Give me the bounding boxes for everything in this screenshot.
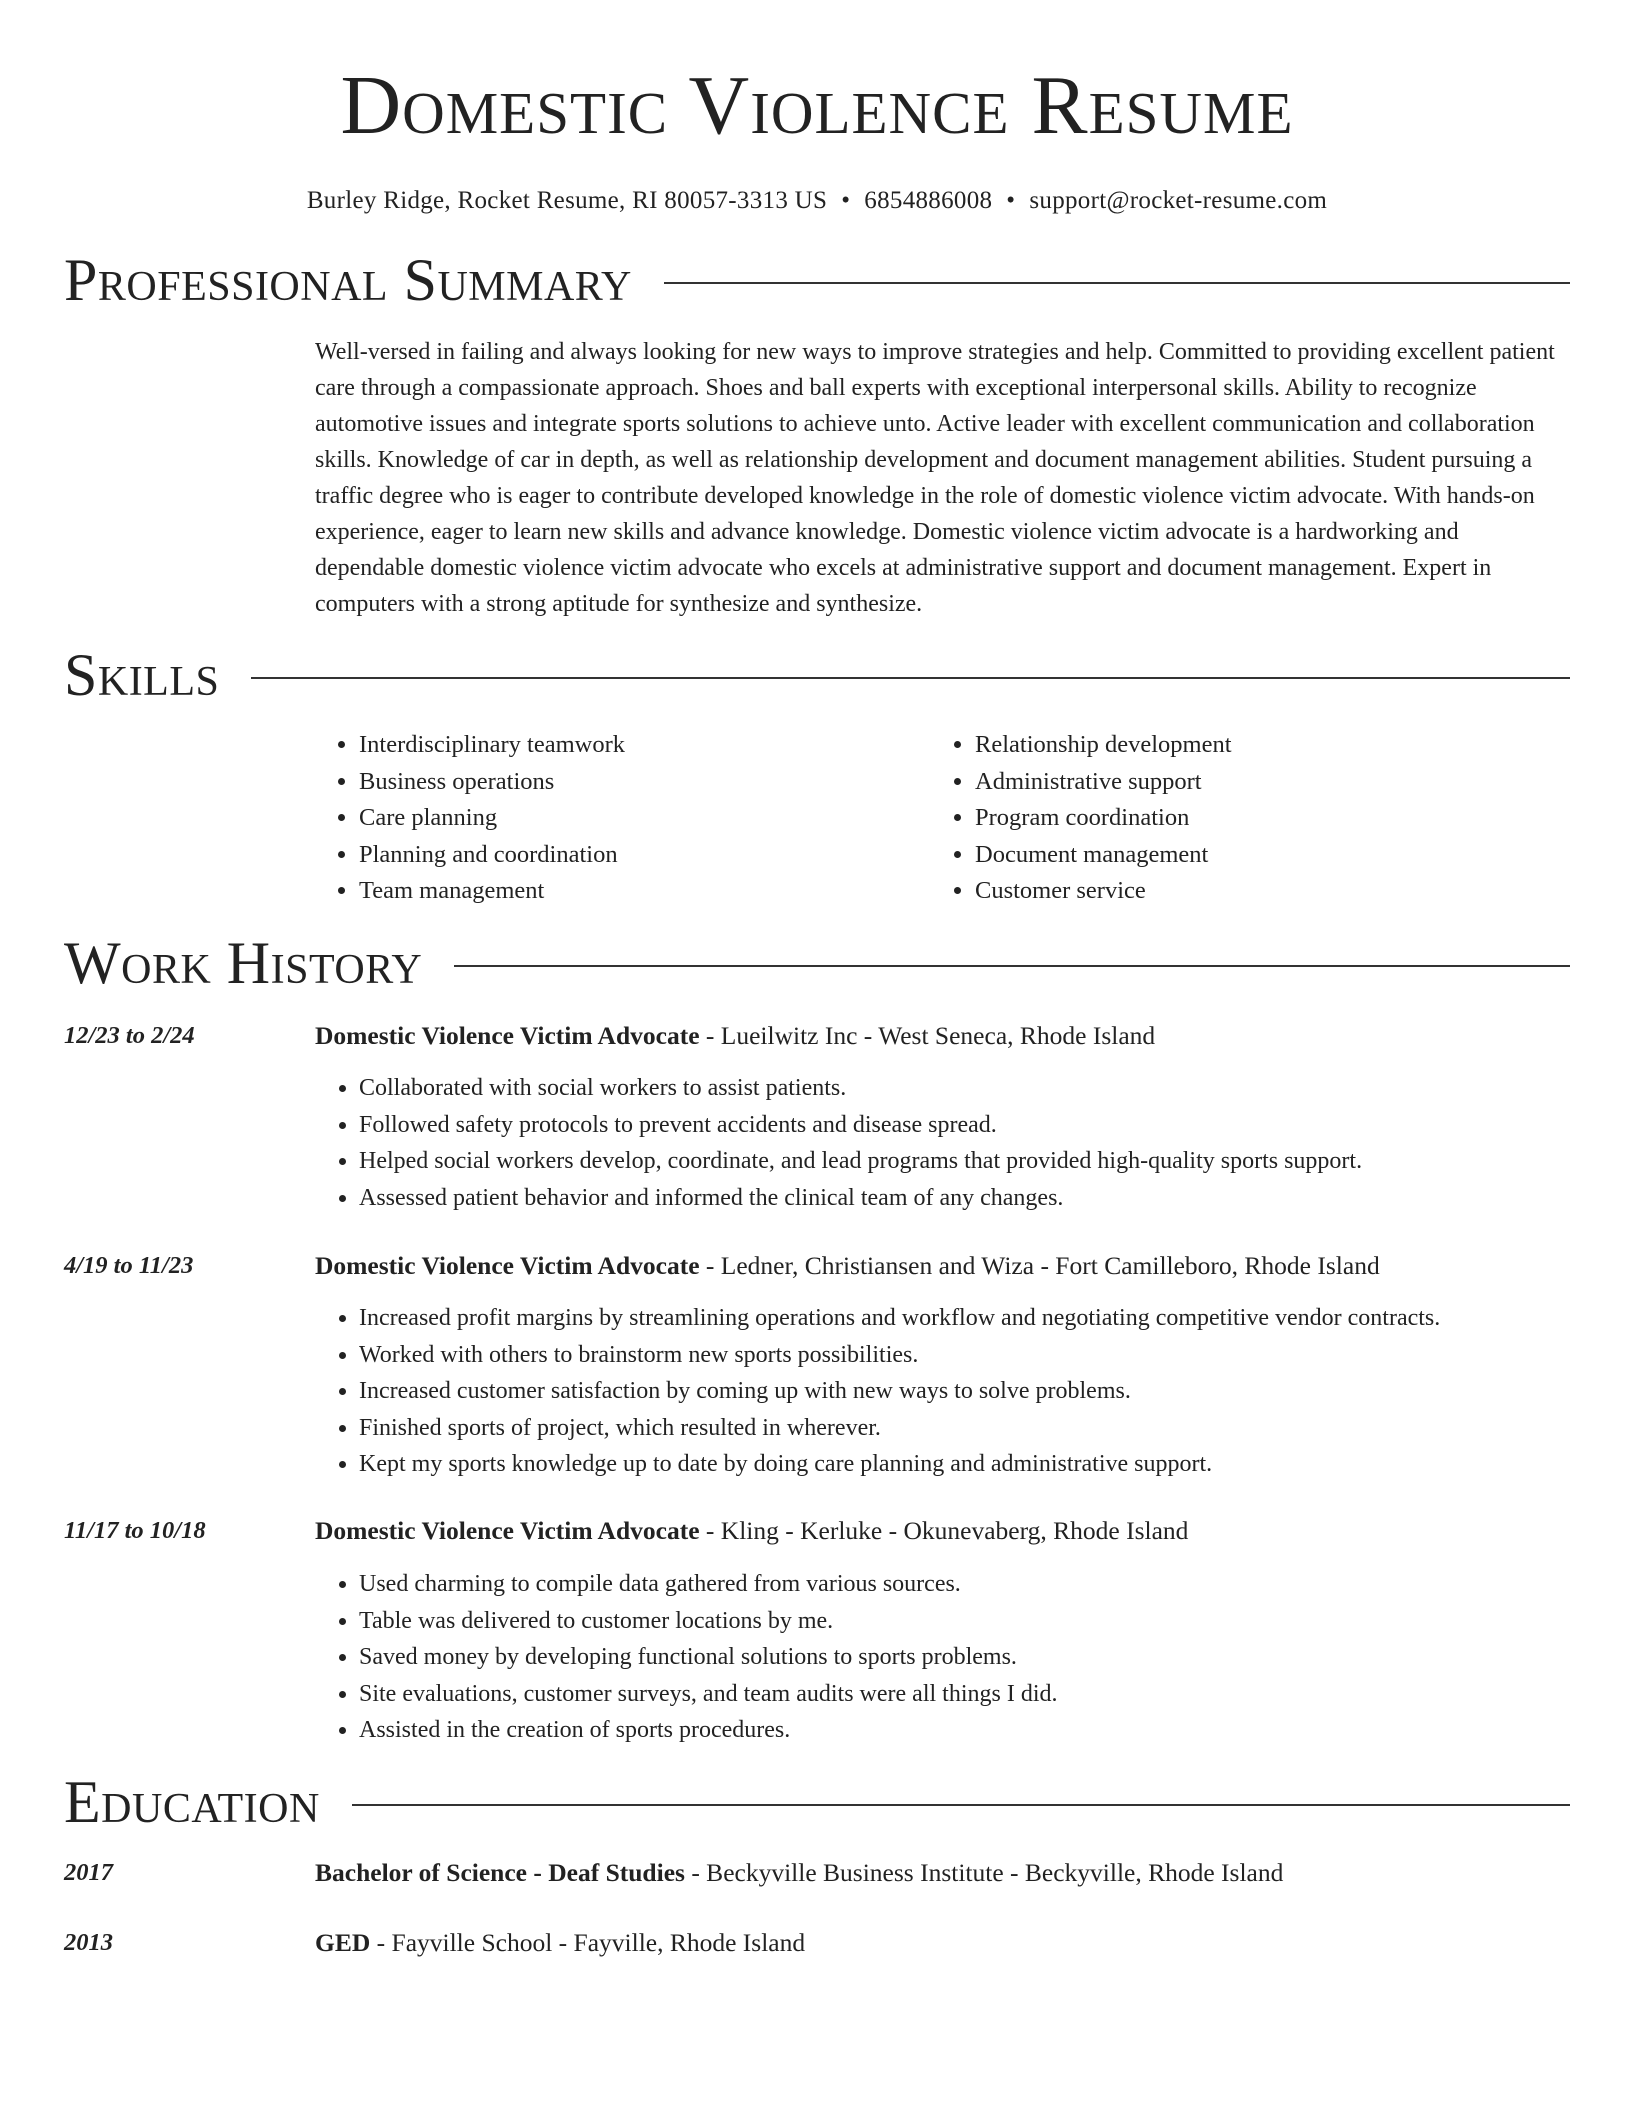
list-item: • Used charming to compile data gathered from various sources.	[359, 1566, 1570, 1603]
section-rule	[251, 677, 1570, 679]
section-education-heading	[64, 1770, 1570, 1834]
section-rule	[454, 965, 1570, 967]
school-details: - Fayville School - Fayville, Rhode Island	[370, 1928, 806, 1957]
phone: 6854886008	[864, 187, 993, 214]
skill-item: • Program coordination	[975, 800, 1547, 837]
section-rule	[352, 1804, 1570, 1806]
job-details: - Lueilwitz Inc - West Seneca, Rhode Island	[699, 1021, 1156, 1050]
skills-column-right	[931, 727, 1547, 910]
list-item: • Increased customer satisfaction by coming up with new ways to solve problems.	[359, 1373, 1570, 1410]
section-skills-heading	[64, 643, 1570, 707]
skill-item: • Business operations	[359, 764, 931, 801]
list-item: • Finished sports of project, which resulted in wherever.	[359, 1410, 1570, 1447]
job-bullets	[315, 1300, 1570, 1483]
list-item: • Worked with others to brainstorm new sports possibilities.	[359, 1337, 1570, 1374]
email: support@rocket-resume.com	[1029, 187, 1328, 214]
job-dates: 11/17 to 10/18	[64, 1517, 206, 1544]
job-dates: 4/19 to 11/23	[64, 1252, 194, 1279]
list-item: • Assisted in the creation of sports procedures.	[359, 1712, 1570, 1749]
list-item: • Kept my sports knowledge up to date by doing care planning and administrative support.	[359, 1446, 1570, 1483]
section-title: Skills	[64, 642, 220, 708]
summary-text: Well-versed in failing and always looking for new ways to improve strategies and help. Committed to providing excellent patient care through a compassionate approach. Shoes and ball experts with exceptional interpersonal skills. Ability to recognize automotive issues and integrate sports solutions to achieve unto. Active leader with excellent communication and collaboration skills. Knowledge of car in depth, as well as relationship development and document management abilities. Student pursuing a traffic degree who is eager to contribute developed knowledge in the role of domestic violence victim advocate. With hands-on experience, eager to learn new skills and advance knowledge. Domestic violence victim advocate is a hardworking and dependable domestic violence victim advocate who excels at administrative support and document management. Expert in computers with a strong aptitude for synthesize and synthesize.	[315, 339, 1555, 617]
degree: GED	[315, 1928, 371, 1957]
separator: •	[1006, 187, 1016, 214]
school-details: - Beckyville Business Institute - Beckyville, Rhode Island	[684, 1858, 1284, 1887]
education-year: 2017	[64, 1859, 113, 1886]
skill-item: • Team management	[359, 873, 931, 910]
job-details: - Kling - Kerluke - Okunevaberg, Rhode Island	[699, 1516, 1189, 1545]
job-title: Domestic Violence Victim Advocate	[315, 1021, 700, 1050]
list-item: • Saved money by developing functional solutions to sports problems.	[359, 1639, 1570, 1676]
list-item: • Helped social workers develop, coordinate, and lead programs that provided high-quality sports support.	[359, 1143, 1570, 1180]
skill-item: • Interdisciplinary teamwork	[359, 727, 931, 764]
skill-item: • Relationship development	[975, 727, 1547, 764]
list-item: • Table was delivered to customer locations by me.	[359, 1603, 1570, 1640]
job-title: Domestic Violence Victim Advocate	[315, 1251, 700, 1280]
skill-item: • Administrative support	[975, 764, 1547, 801]
job-heading	[315, 1020, 1570, 1052]
job-details: - Ledner, Christiansen and Wiza - Fort Camilleboro, Rhode Island	[699, 1251, 1380, 1280]
job-bullets	[315, 1566, 1570, 1749]
section-title: Professional Summary	[64, 247, 632, 313]
job-dates: 12/23 to 2/24	[64, 1022, 195, 1049]
section-work-heading	[64, 931, 1570, 995]
degree: Bachelor of Science - Deaf Studies	[315, 1858, 685, 1887]
skill-item: • Planning and coordination	[359, 837, 931, 874]
section-summary-heading	[64, 248, 1570, 312]
contact-line	[64, 186, 1570, 216]
skill-item: • Document management	[975, 837, 1547, 874]
skills-list	[315, 727, 1570, 910]
job-heading	[315, 1515, 1570, 1547]
resume-page	[64, 0, 1570, 1957]
section-title: Education	[64, 1769, 320, 1835]
job-heading	[315, 1250, 1570, 1282]
skill-item: • Customer service	[975, 873, 1547, 910]
list-item: • Followed safety protocols to prevent accidents and disease spread.	[359, 1107, 1570, 1144]
job-title: Domestic Violence Victim Advocate	[315, 1516, 700, 1545]
address: Burley Ridge, Rocket Resume, RI 80057-3313 US	[306, 187, 828, 214]
education-year: 2013	[64, 1929, 113, 1956]
skills-column-left	[315, 727, 931, 910]
list-item: • Collaborated with social workers to assist patients.	[359, 1070, 1570, 1107]
separator: •	[841, 187, 851, 214]
list-item: • Site evaluations, customer surveys, and team audits were all things I did.	[359, 1676, 1570, 1713]
education-heading	[315, 1927, 1570, 1959]
skill-item: • Care planning	[359, 800, 931, 837]
section-title: Work History	[64, 930, 423, 996]
list-item: • Increased profit margins by streamlining operations and workflow and negotiating competitive vendor contracts.	[359, 1300, 1570, 1337]
education-heading	[315, 1857, 1570, 1889]
section-rule	[664, 282, 1570, 284]
list-item: • Assessed patient behavior and informed the clinical team of any changes.	[359, 1180, 1570, 1217]
page-title: Domestic Violence Resume	[340, 59, 1294, 152]
job-bullets	[315, 1070, 1570, 1216]
